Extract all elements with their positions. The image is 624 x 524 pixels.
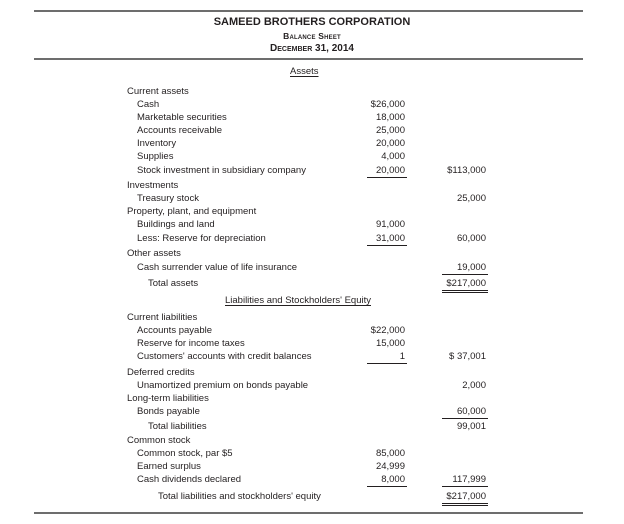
row-label: Property, plant, and equipment	[127, 206, 257, 217]
row-label: Bonds payable	[137, 406, 200, 417]
row-label: Unamortized premium on bonds payable	[137, 380, 309, 391]
amount-col1: $22,000	[370, 325, 405, 336]
amount-col1: 20,000	[375, 165, 405, 176]
amount-col1: 85,000	[375, 448, 405, 459]
statement-title: Balance Sheet	[283, 31, 341, 41]
table-row	[0, 164, 624, 177]
underline	[367, 245, 407, 246]
double-underline	[442, 503, 488, 504]
table-row	[0, 179, 624, 192]
amount-col2: 2,000	[462, 380, 486, 391]
table-row	[0, 392, 624, 405]
table-row	[0, 98, 624, 111]
underline	[367, 363, 407, 364]
amount-col2: $113,000	[447, 165, 486, 176]
row-label: Supplies	[137, 151, 174, 162]
table-row	[0, 277, 624, 290]
row-label: Accounts receivable	[137, 125, 223, 136]
amount-col2: $ 37,001	[449, 351, 486, 362]
amount-col2: 99,001	[456, 421, 486, 432]
double-underline	[442, 290, 488, 291]
underline	[442, 418, 488, 419]
row-label: Treasury stock	[137, 193, 199, 204]
row-label: Reserve for income taxes	[137, 338, 245, 349]
amount-col1: 1	[399, 351, 405, 362]
row-label: Common stock	[127, 435, 191, 446]
underline	[442, 274, 488, 275]
underline	[442, 486, 488, 487]
company-name: SAMEED BROTHERS CORPORATION	[213, 16, 411, 28]
table-row	[0, 205, 624, 218]
amount-col1: 8,000	[381, 474, 405, 485]
amount-col1: 91,000	[375, 219, 405, 230]
amount-col2: 60,000	[456, 233, 486, 244]
amount-col1: 18,000	[375, 112, 405, 123]
assets-heading: Assets	[290, 66, 319, 77]
row-label: Customers' accounts with credit balances	[137, 351, 312, 362]
table-row	[0, 311, 624, 324]
row-label: Stock investment in subsidiary company	[137, 165, 306, 176]
row-label: Cash	[137, 99, 160, 110]
double-underline	[442, 505, 488, 506]
row-label: Long-term liabilities	[127, 393, 209, 404]
table-row	[0, 366, 624, 379]
table-row	[0, 460, 624, 473]
row-label: Current liabilities	[127, 312, 198, 323]
amount-col1: 15,000	[375, 338, 405, 349]
amount-col1: $26,000	[370, 99, 405, 110]
underline	[367, 177, 407, 178]
table-row	[0, 379, 624, 392]
table-row	[0, 324, 624, 337]
amount-col1: 24,999	[375, 461, 405, 472]
table-row	[0, 420, 624, 433]
amount-col2: 19,000	[456, 262, 486, 273]
amount-col1: 20,000	[375, 138, 405, 149]
row-label: Accounts payable	[137, 325, 212, 336]
row-label: Total liabilities	[148, 421, 207, 432]
table-row	[0, 490, 624, 503]
top-rule	[34, 10, 583, 12]
amount-col1: 25,000	[375, 125, 405, 136]
table-row	[0, 473, 624, 486]
underline	[367, 486, 407, 487]
row-label: Inventory	[137, 138, 177, 149]
row-label: Other assets	[127, 248, 181, 259]
table-row	[0, 192, 624, 205]
amount-col2: $217,000	[446, 491, 486, 502]
row-label: Common stock, par $5	[137, 448, 233, 459]
bottom-rule	[34, 512, 583, 514]
table-row	[0, 111, 624, 124]
table-row	[0, 434, 624, 447]
row-label: Buildings and land	[137, 219, 215, 230]
table-row	[0, 405, 624, 418]
row-label: Total assets	[148, 278, 199, 289]
amount-col2: 25,000	[456, 193, 486, 204]
amount-col1: 31,000	[375, 233, 405, 244]
table-row	[0, 350, 624, 363]
table-row	[0, 232, 624, 245]
row-label: Total liabilities and stockholders' equity	[158, 491, 321, 502]
statement-date: December 31, 2014	[270, 43, 354, 54]
amount-col2: 117,999	[452, 474, 486, 485]
table-row	[0, 447, 624, 460]
row-label: Earned surplus	[137, 461, 201, 472]
header-rule	[34, 58, 583, 60]
liabilities-heading: Liabilities and Stockholders' Equity	[225, 295, 371, 306]
amount-col2: $217,000	[446, 278, 486, 289]
row-label: Less: Reserve for depreciation	[137, 233, 266, 244]
table-row	[0, 247, 624, 260]
row-label: Deferred credits	[127, 367, 195, 378]
table-row	[0, 137, 624, 150]
table-row	[0, 124, 624, 137]
row-label: Current assets	[127, 86, 189, 97]
row-label: Marketable securities	[137, 112, 227, 123]
amount-col1: 4,000	[381, 151, 405, 162]
table-row	[0, 337, 624, 350]
amount-col2: 60,000	[456, 406, 486, 417]
table-row	[0, 261, 624, 274]
row-label: Cash dividends declared	[137, 474, 242, 485]
double-underline	[442, 292, 488, 293]
row-label: Investments	[127, 180, 179, 191]
table-row	[0, 150, 624, 163]
table-row	[0, 218, 624, 231]
table-row	[0, 85, 624, 98]
row-label: Cash surrender value of life insurance	[137, 262, 298, 273]
